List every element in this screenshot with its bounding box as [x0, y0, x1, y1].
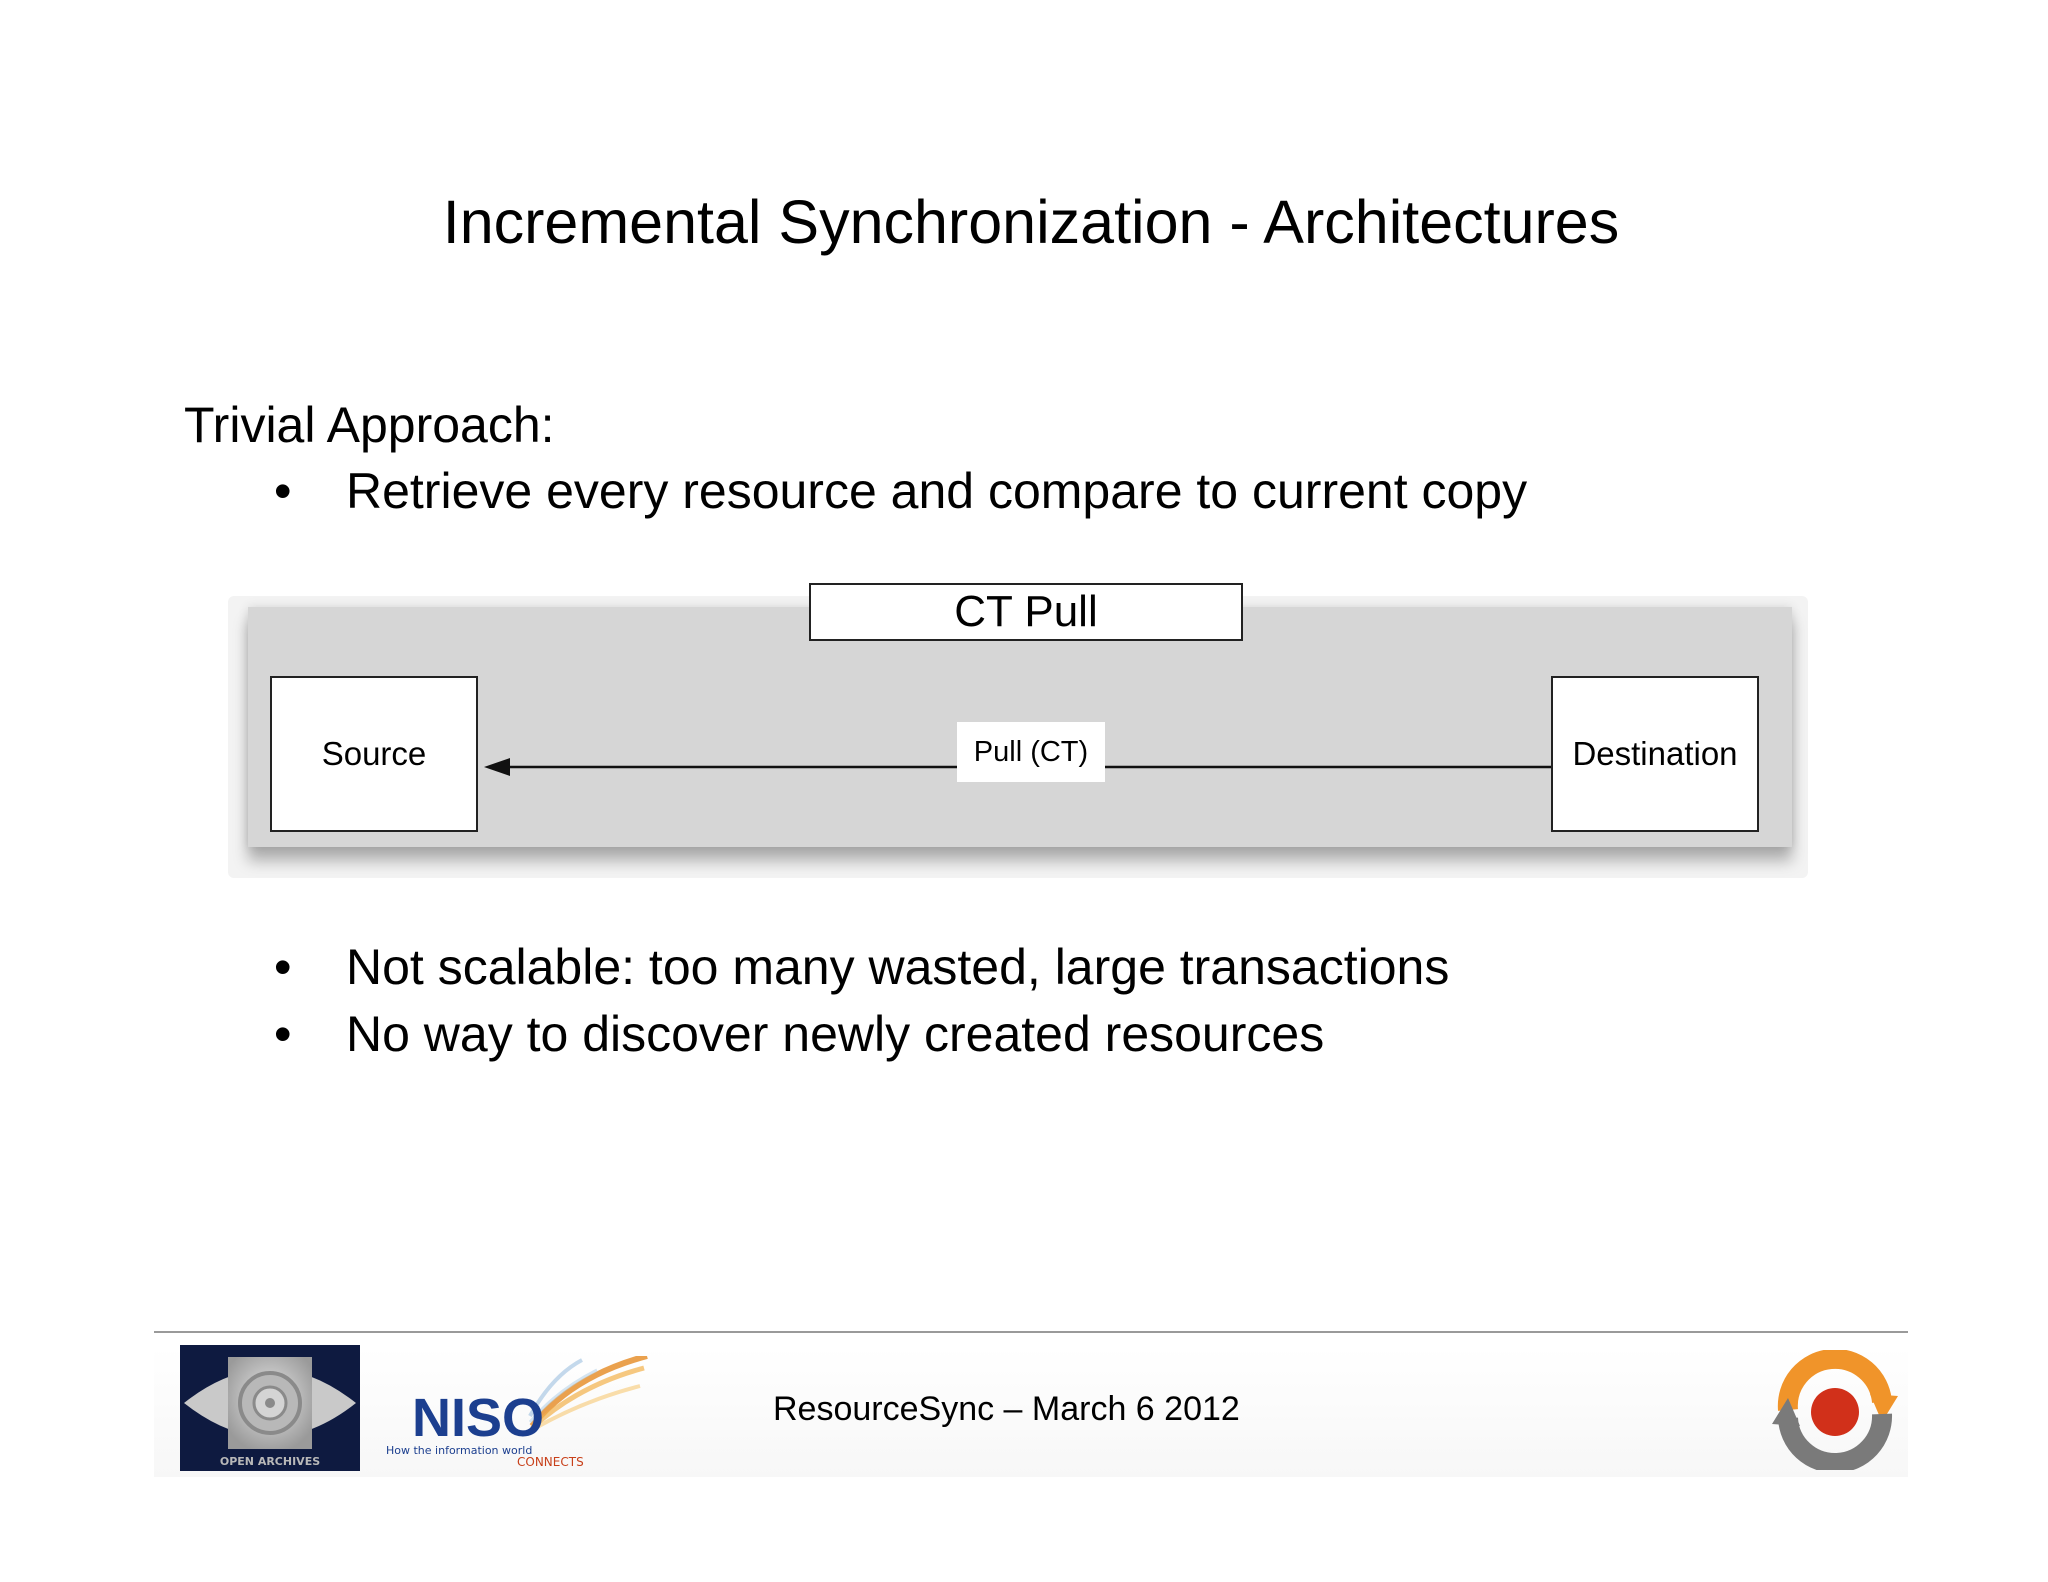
footer-divider — [154, 1331, 1908, 1333]
bullet-text: Retrieve every resource and compare to current copy — [346, 463, 1528, 519]
source-node-label: Source — [321, 735, 427, 772]
destination-node-label: Destination — [1572, 735, 1738, 772]
bullet-text: Not scalable: too many wasted, large transactions — [346, 939, 1450, 995]
edge-label: Pull (CT) — [957, 722, 1105, 782]
bullet-marker: • — [274, 463, 292, 519]
source-node — [270, 676, 478, 832]
niso-wordmark: NISO — [412, 1388, 545, 1448]
destination-node — [1551, 676, 1759, 832]
niso-tagline-1: How the information world — [386, 1444, 533, 1457]
diagram-group-label: CT Pull — [809, 583, 1243, 641]
intro-heading: Trivial Approach: — [184, 397, 555, 453]
open-archives-eye-logo — [180, 1345, 360, 1471]
slide-title: Incremental Synchronization - Architectures — [442, 188, 1620, 256]
resourcesync-cycle-logo — [1770, 1350, 1900, 1470]
bullet-text: No way to discover newly created resources — [346, 1006, 1325, 1062]
footer-text: ResourceSync – March 6 2012 — [773, 1390, 1240, 1428]
bullet-marker: • — [274, 939, 292, 995]
niso-logo — [382, 1356, 652, 1470]
bullet-marker: • — [274, 1006, 292, 1062]
niso-tagline-2: CONNECTS — [517, 1455, 584, 1469]
open-archives-logo-text: OPEN ARCHIVES — [219, 1455, 321, 1468]
